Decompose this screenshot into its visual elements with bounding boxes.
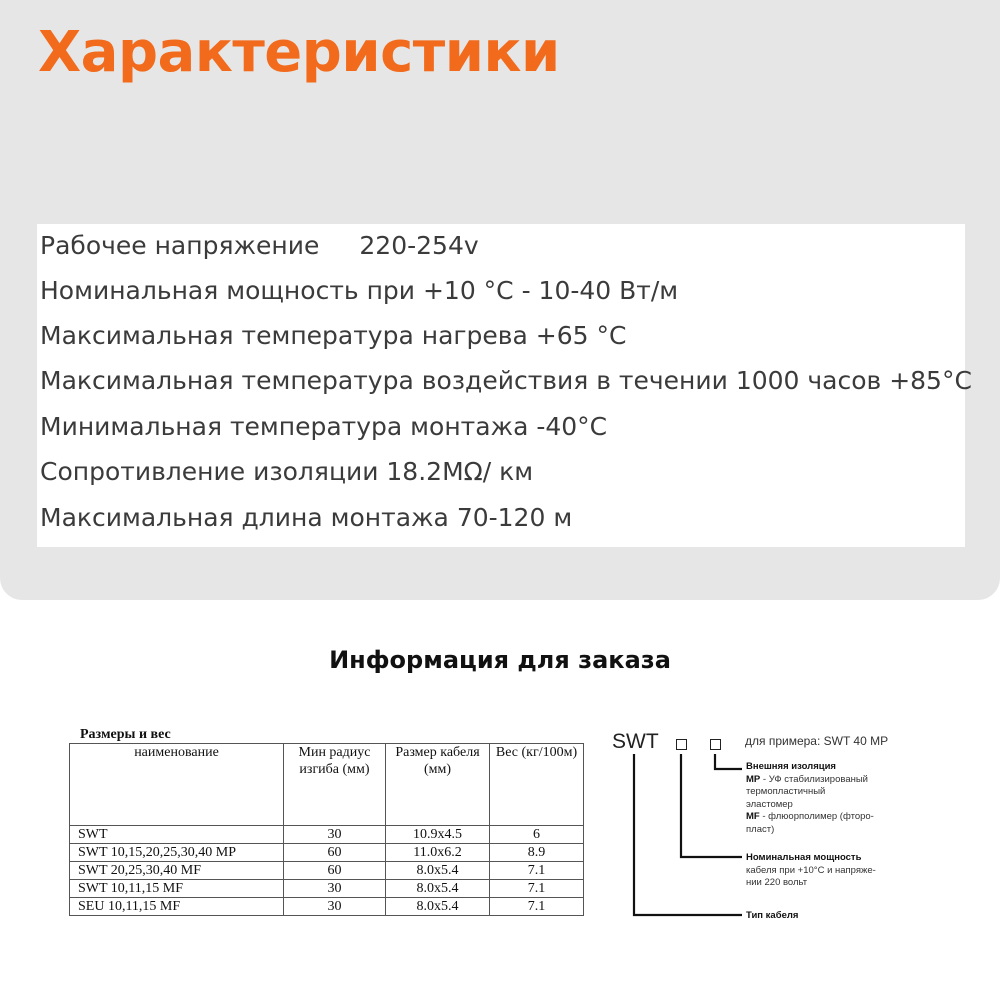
- sizes-table: [69, 743, 584, 916]
- table-cell: 30: [284, 826, 386, 844]
- specs-box: [37, 224, 972, 547]
- table-header: Размер кабеля (мм): [386, 744, 490, 826]
- table-row: [70, 844, 584, 862]
- table-cell: 8.0x5.4: [386, 880, 490, 898]
- code-slot-box: [676, 739, 687, 750]
- cable-type-label: Тип кабеля: [746, 910, 799, 921]
- table-cell: 30: [284, 898, 386, 916]
- table-cell: 8.0x5.4: [386, 898, 490, 916]
- scheme-code: SWT: [612, 730, 659, 753]
- table-cell: 10.9x4.5: [386, 826, 490, 844]
- spec-line: Сопротивление изоляции 18.2MΩ/ км: [40, 457, 534, 486]
- table-row: [70, 826, 584, 844]
- table-cell: SWT: [70, 826, 284, 844]
- table-cell: 11.0x6.2: [386, 844, 490, 862]
- outer-insulation-label: Внешняя изоляция MP - УФ стабилизированый термопластичный эластомер MF - флюорполимер (фторо- пласт): [746, 761, 874, 835]
- table-cell: 6: [490, 826, 584, 844]
- table-cell: 8.0x5.4: [386, 862, 490, 880]
- table-cell: SWT 20,25,30,40 MF: [70, 862, 284, 880]
- scheme-example: для примера: SWT 40 MP: [745, 734, 889, 748]
- spec-line: Минимальная температура монтажа -40°C: [40, 412, 608, 441]
- page-title: Характеристики: [38, 20, 560, 85]
- spec-line: Максимальная температура нагрева +65 °C: [40, 321, 627, 350]
- table-row: [70, 898, 584, 916]
- table-caption: Размеры и вес: [80, 727, 171, 742]
- table-cell: 60: [284, 862, 386, 880]
- spec-line: Рабочее напряжение 220-254v: [40, 231, 479, 260]
- table-header: Вес (кг/100м): [490, 744, 584, 826]
- spec-line: Максимальная температура воздействия в течении 1000 часов +85°C: [40, 366, 972, 395]
- table-cell: SWT 10,15,20,25,30,40 MP: [70, 844, 284, 862]
- table-header: наименование: [70, 744, 284, 826]
- table-cell: 7.1: [490, 880, 584, 898]
- table-cell: 8.9: [490, 844, 584, 862]
- table-cell: 30: [284, 880, 386, 898]
- table-header: Мин радиус изгиба (мм): [284, 744, 386, 826]
- table-cell: SWT 10,11,15 MF: [70, 880, 284, 898]
- table-cell: 7.1: [490, 898, 584, 916]
- power-label: Номинальная мощность кабеля при +10°С и напряже- нии 220 вольт: [746, 852, 876, 888]
- table-row: [70, 880, 584, 898]
- order-info-title: Информация для заказа: [329, 646, 671, 674]
- table-cell: 7.1: [490, 862, 584, 880]
- table-row: [70, 862, 584, 880]
- spec-line: Номинальная мощность при +10 °C - 10-40 Вт/м: [40, 276, 679, 305]
- table-cell: 60: [284, 844, 386, 862]
- spec-line: Максимальная длина монтажа 70-120 м: [40, 503, 573, 532]
- table-header-row: [70, 744, 584, 826]
- table-cell: SEU 10,11,15 MF: [70, 898, 284, 916]
- order-code-scheme: [610, 728, 940, 928]
- code-slot-box: [710, 739, 721, 750]
